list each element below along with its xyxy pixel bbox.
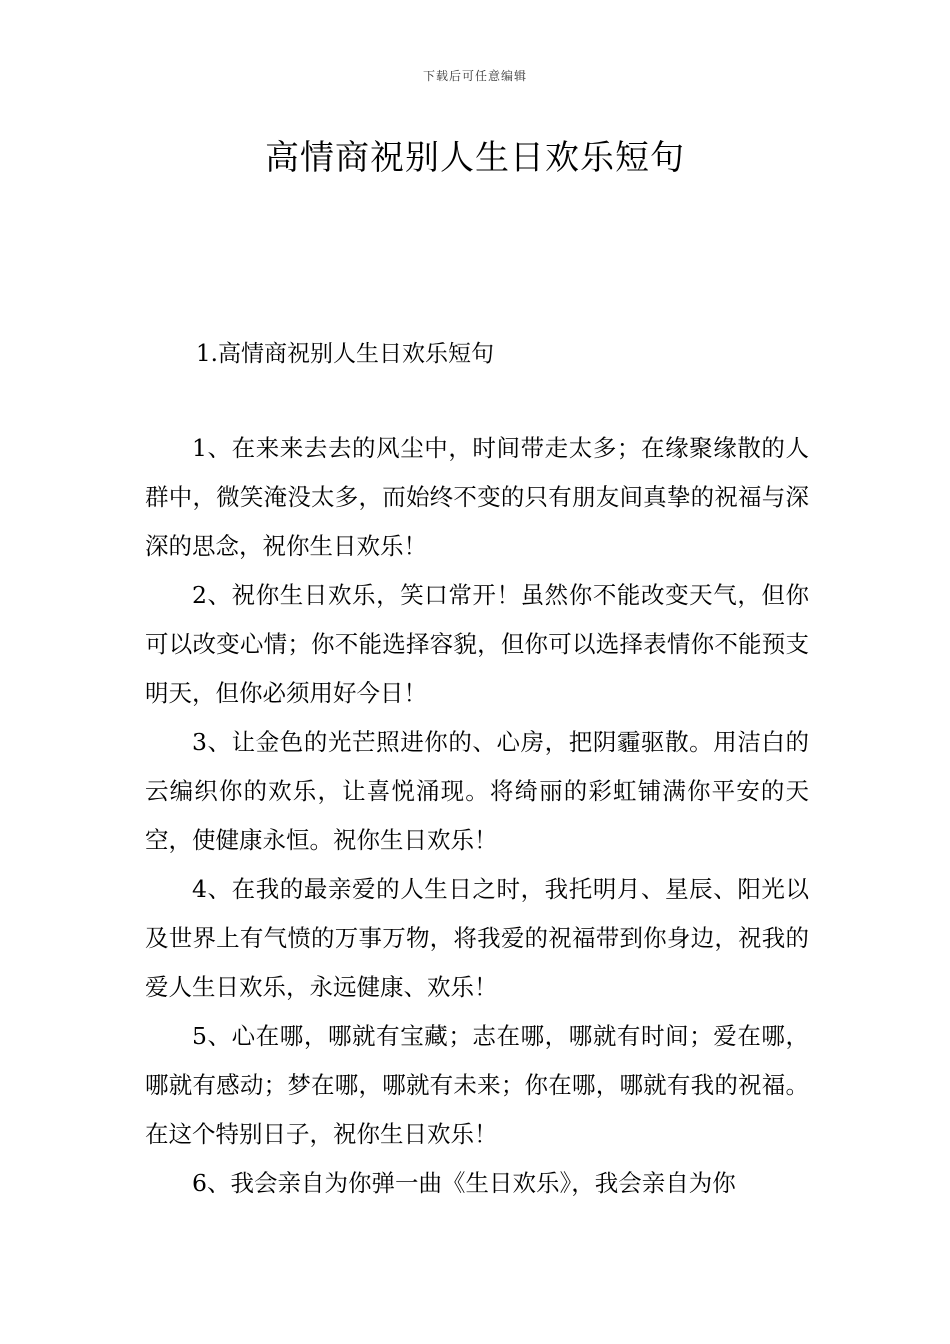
section-heading: 1.高情商祝别人生日欢乐短句 bbox=[196, 341, 494, 367]
paragraph-4: 4、在我的最亲爱的人生日之时，我托明月、星辰、阳光以及世界上有气愤的万事万物，将我爱的祝福带到你身边，祝我的爱人生日欢乐，永远健康、欢乐！ bbox=[145, 875, 809, 1001]
header-note: 下载后可任意编辑 bbox=[422, 69, 527, 83]
paragraph-3: 3、让金色的光芒照进你的、心房，把阴霾驱散。用洁白的云编织你的欢乐，让喜悦涌现。将绮丽的彩虹铺满你平安的天空，使健康永恒。祝你生日欢乐！ bbox=[145, 728, 809, 854]
paragraph-2: 2、祝你生日欢乐，笑口常开！虽然你不能改变天气，但你可以改变心情；你不能选择容貌，但你可以选择表情你不能预支明天，但你必须用好今日！ bbox=[145, 581, 809, 707]
document-title: 高情商祝别人生日欢乐短句 bbox=[265, 138, 685, 178]
paragraph-5: 5、心在哪，哪就有宝藏；志在哪，哪就有时间；爱在哪，哪就有感动；梦在哪，哪就有未来；你在哪，哪就有我的祝福。在这个特别日子，祝你生日欢乐！ bbox=[145, 1022, 809, 1148]
paragraph-1: 1、在来来去去的风尘中，时间带走太多；在缘聚缘散的人群中，微笑淹没太多，而始终不变的只有朋友间真挚的祝福与深深的思念，祝你生日欢乐！ bbox=[145, 434, 809, 560]
body-text bbox=[145, 424, 809, 1208]
paragraph-6: 6、我会亲自为你弹一曲《生日欢乐》，我会亲自为你 bbox=[192, 1169, 736, 1197]
